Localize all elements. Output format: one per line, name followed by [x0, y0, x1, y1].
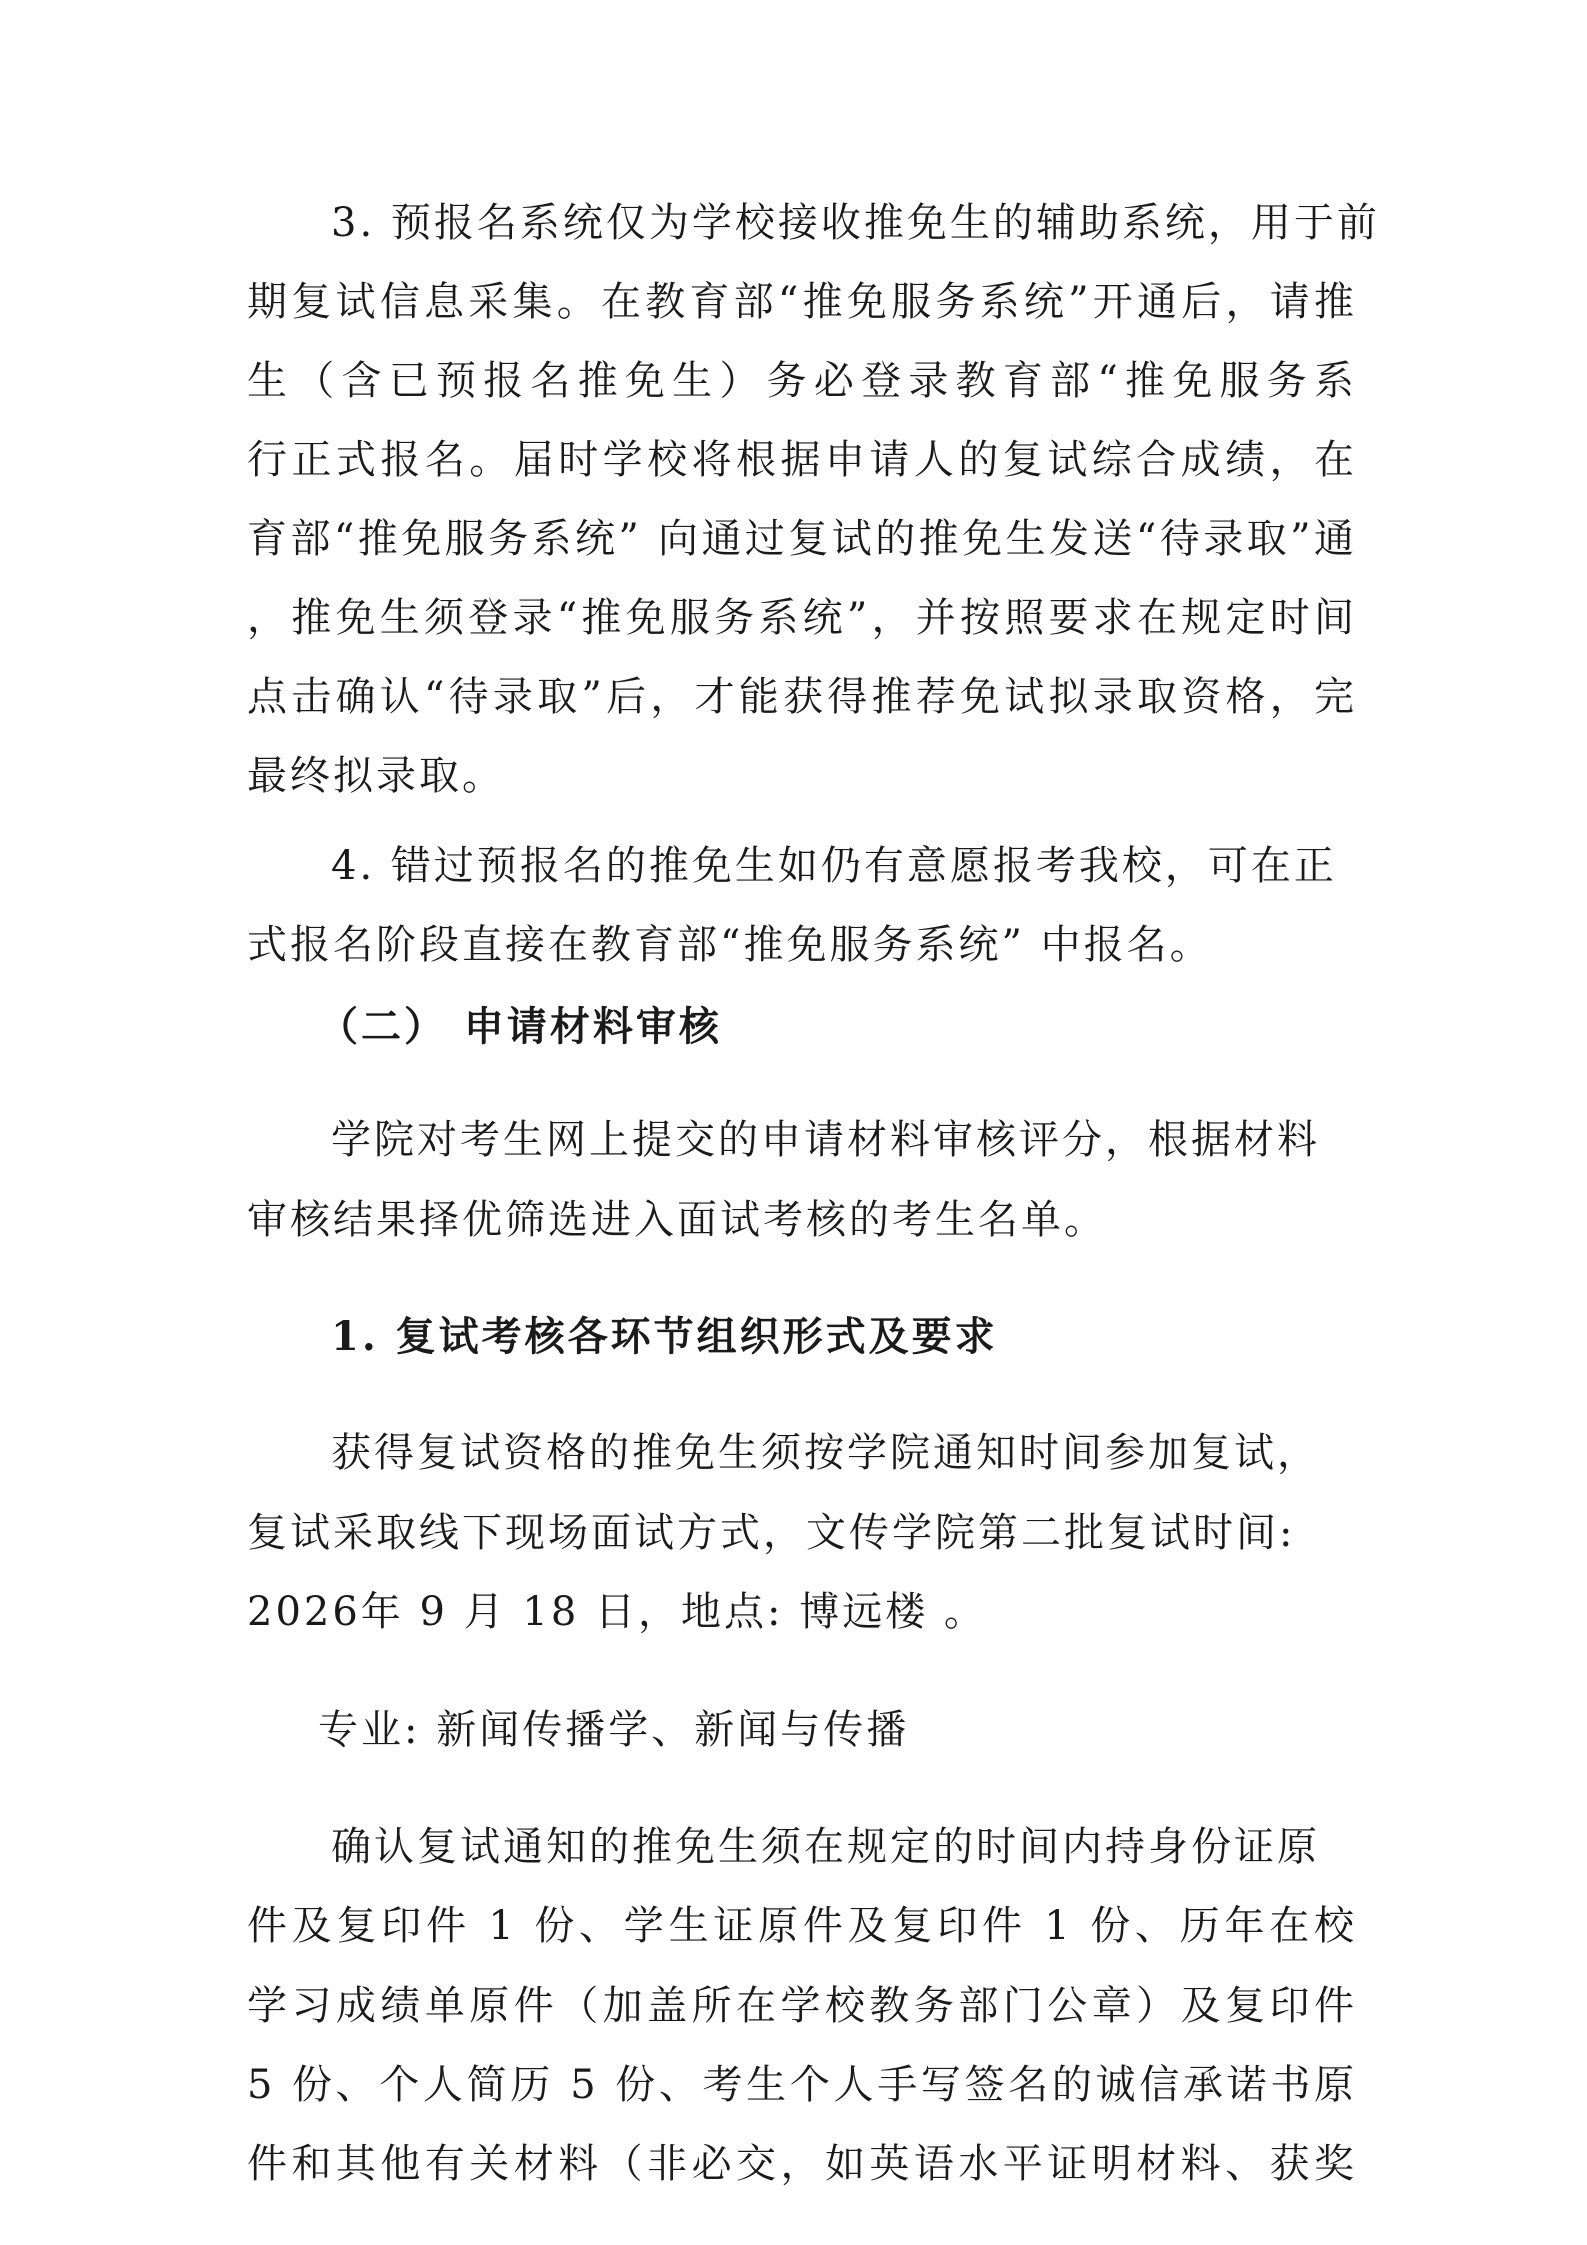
para1-line-3: 生（含已预报名推免生）务必登录教育部“推免服务系 — [247, 358, 1357, 404]
para1-line-6: ，推免生须登录“推免服务系统”，并按照要求在规定时间 — [247, 595, 1357, 641]
para3-line-1: 学院对考生网上提交的申请材料审核评分，根据材料 — [331, 1117, 1320, 1163]
para1-line-4: 行正式报名。届时学校将根据申请人的复试综合成绩，在 — [247, 437, 1357, 483]
para5-line-2: 件及复印件 1 份、学生证原件及复印件 1 份、历年在校 — [247, 1903, 1357, 1949]
para5-line-1: 确认复试通知的推免生须在规定的时间内持身份证原 — [331, 1824, 1320, 1870]
para4-line-1: 获得复试资格的推免生须按学院通知时间参加复试， — [331, 1430, 1320, 1476]
para1-line-1: 3. 预报名系统仅为学校接收推免生的辅助系统，用于前 — [331, 200, 1380, 246]
para1-line-8: 最终拟录取。 — [247, 753, 505, 799]
para5-line-5: 件和其他有关材料（非必交，如英语水平证明材料、获奖 — [247, 2141, 1357, 2187]
para1-line-2: 期复试信息采集。在教育部“推免服务系统”开通后，请推 — [247, 279, 1357, 325]
major-line: 专业: 新闻传播学、新闻与传播 — [318, 1707, 910, 1753]
section-heading: （二） 申请材料审核 — [318, 1003, 722, 1050]
para4-line-3: 2026年 9 月 18 日，地点: 博远楼 。 — [247, 1589, 987, 1635]
para3-line-2: 审核结果择优筛选进入面试考核的考生名单。 — [247, 1197, 1107, 1243]
para1-line-7: 点击确认“待录取”后，才能获得推荐免试拟录取资格，完 — [247, 674, 1357, 720]
subheading: 1. 复试考核各环节组织形式及要求 — [331, 1313, 998, 1360]
para2-line-1: 4. 错过预报名的推免生如仍有意愿报考我校，可在正 — [331, 843, 1337, 889]
para5-line-3: 学习成绩单原件（加盖所在学校教务部门公章）及复印件 — [247, 1983, 1357, 2029]
para2-line-2: 式报名阶段直接在教育部“推免服务系统” 中报名。 — [247, 922, 1213, 968]
para1-line-5: 育部“推免服务系统” 向通过复试的推免生发送“待录取”通 — [247, 516, 1357, 562]
para5-line-4: 5 份、个人简历 5 份、考生个人手写签名的诚信承诺书原 — [247, 2062, 1357, 2108]
para4-line-2: 复试采取线下现场面试方式，文传学院第二批复试时间: — [247, 1510, 1296, 1556]
